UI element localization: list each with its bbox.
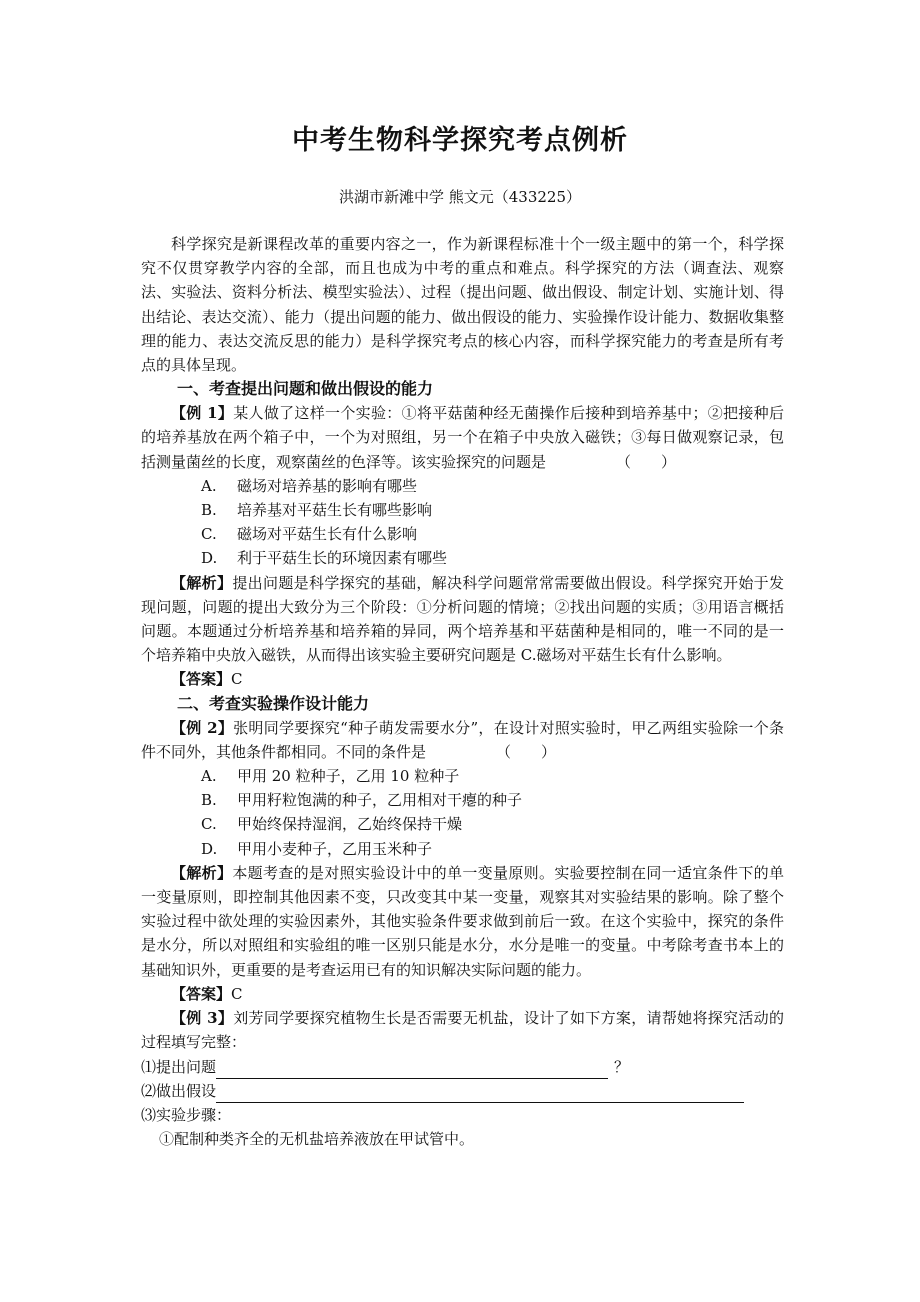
option-letter: D.: [201, 549, 218, 568]
option-text: 磁场对平菇生长有什么影响: [237, 525, 418, 544]
answer-1: [141, 667, 784, 691]
answer-value: C: [231, 984, 243, 1003]
page-title: 中考生物科学探究考点例析: [292, 125, 628, 156]
analysis-1: [141, 571, 784, 668]
answer-value: C: [231, 670, 243, 689]
option-c: [141, 812, 784, 836]
example-text: 刘芳同学要探究植物生长是否需要无机盐，设计了如下方案，请帮她将探究活动的过程填写完整：: [141, 1009, 784, 1052]
example-tag: 【例 1】: [171, 404, 234, 423]
option-letter: B.: [201, 501, 217, 520]
question-3-row: ⑶实验步骤：: [141, 1105, 232, 1124]
analysis-text: 本题考查的是对照实验设计中的单一变量原则。实验要控制在同一适宜条件下的单一变量原则，即控制其他因素不变，只改变其中某一变量，观察其对实验结果的影响。除了整个实验过程中欲处理的实验因素外，其他实验条件要求做到前后一致。在这个实验中，探究的条件是水分，所以对照组和实验组的唯一区别只能是水分，水分是唯一的变量。中考除考查书本上的基础知识外，更重要的是考查运用已有的知识解决实际问题的能力。: [141, 863, 784, 979]
option-letter: A.: [201, 476, 217, 495]
example-3: [141, 1006, 784, 1054]
question-2-row: [141, 1079, 784, 1103]
analysis-tag: 【解析】: [171, 573, 233, 592]
option-letter: C.: [201, 525, 217, 544]
intro-paragraph: 科学探究是新课程改革的重要内容之一，作为新课程标准十个一级主题中的第一个，科学探究不仅贯穿教学内容的全部，而且也成为中考的重点和难点。科学探究的方法（调查法、观察法、实验法、资料分析法、模型实验法）、过程（提出问题、做出假设、制定计划、实施计划、得出结论、表达交流）、能力（提出问题的能力、做出假设的能力、实验操作设计能力、数据收集整理的能力、表达交流反思的能力）是科学探究考点的核心内容，而科学探究能力的考查是所有考点的具体呈现。: [141, 235, 784, 375]
option-b: [141, 498, 784, 522]
example-text: 张明同学要探究“种子萌发需要水分”，在设计对照实验时，甲乙两组实验除一个条件不同外，其他条件都相同。不同的条件是: [141, 718, 784, 761]
analysis-tag: 【解析】: [171, 863, 233, 882]
option-text: 甲用籽粒饱满的种子，乙用相对干瘪的种子: [237, 791, 523, 810]
option-text: 甲用小麦种子，乙用玉米种子: [237, 839, 433, 858]
example-text: 某人做了这样一个实验：①将平菇菌种经无菌操作后接种到培养基中；②把接种后的培养基放在两个箱子中，一个为对照组，另一个在箱子中央放入磁铁；③每日做观察记录，包括测量菌丝的长度，观察菌丝的色泽等。该实验探究的问题是: [141, 404, 784, 471]
option-letter: D.: [201, 839, 218, 858]
option-d: [141, 546, 784, 570]
option-b: [141, 788, 784, 812]
option-text: 甲用 20 粒种子，乙用 10 粒种子: [237, 767, 460, 786]
section-heading-1: 一、考查提出问题和做出假设的能力: [177, 379, 434, 399]
analysis-2: [141, 861, 784, 982]
option-letter: C.: [201, 815, 217, 834]
option-text: 利于平菇生长的环境因素有哪些: [237, 549, 448, 568]
question-1-row: [141, 1055, 784, 1079]
step-1: ①配制种类齐全的无机盐培养液放在甲试管中。: [159, 1130, 475, 1149]
question-2-label: ⑵做出假设: [141, 1081, 217, 1100]
example-tag: 【例 3】: [171, 1009, 234, 1028]
answer-paren: （ ）: [496, 742, 557, 761]
question-1-label: ⑴提出问题: [141, 1057, 217, 1076]
question-1-blank[interactable]: [216, 1061, 608, 1079]
option-d: [141, 837, 784, 861]
example-tag: 【例 2】: [171, 718, 234, 737]
option-c: [141, 522, 784, 546]
author-line: 洪湖市新滩中学 熊文元（433225）: [338, 188, 582, 206]
document-body: [141, 232, 784, 1151]
answer-2: [141, 982, 784, 1006]
option-text: 磁场对培养基的影响有哪些: [237, 476, 418, 495]
question-1-mark: ？: [614, 1057, 630, 1076]
option-text: 培养基对平菇生长有哪些影响: [237, 501, 433, 520]
option-letter: A.: [201, 767, 217, 786]
question-2-blank[interactable]: [216, 1085, 744, 1103]
option-a: [141, 764, 784, 788]
answer-tag: 【答案】: [171, 670, 232, 689]
example-1: [141, 401, 784, 474]
example-2: [141, 716, 784, 764]
section-heading-2: 二、考查实验操作设计能力: [177, 693, 370, 713]
answer-tag: 【答案】: [171, 984, 232, 1003]
analysis-text: 提出问题是科学探究的基础，解决科学问题常常需要做出假设。科学探究开始于发现问题，问题的提出大致分为三个阶段：①分析问题的情境；②找出问题的实质；③用语言概括问题。本题通过分析培养基和培养箱的异同，两个培养基和平菇菌种是相同的，唯一不同的是一个培养箱中央放入磁铁，从而得出该实验主要研究问题是 C.磁场对平菇生长有什么影响。: [141, 573, 784, 665]
option-letter: B.: [201, 791, 217, 810]
option-text: 甲始终保持湿润，乙始终保持干燥: [237, 815, 463, 834]
option-a: [141, 474, 784, 498]
answer-paren: （ ）: [616, 452, 677, 471]
